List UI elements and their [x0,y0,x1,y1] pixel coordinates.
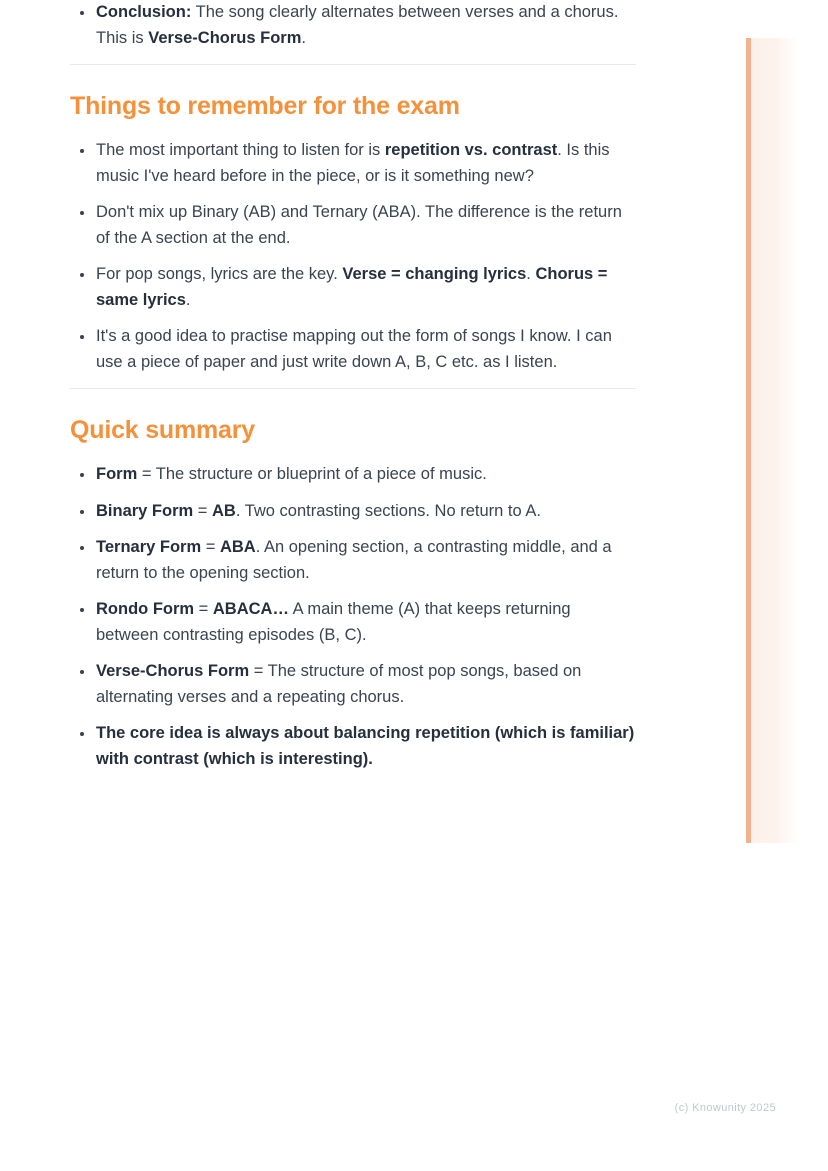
section-divider [70,64,636,65]
copyright-text: (c) Knowunity 2025 [674,1102,776,1114]
list-item: • Conclusion: The song clearly alternates between verses and a chorus. This is Verse-Chorus Form. [95,0,636,51]
heading-quick-summary: Quick summary [70,416,255,444]
list-item: • Form = The structure or blueprint of a piece of music. [95,462,636,488]
exam-tips-list [70,138,636,375]
content-column [70,0,636,783]
list-item: • For pop songs, lyrics are the key. Verse = changing lyrics. Chorus = same lyrics. [95,262,636,313]
heading-things-to-remember: Things to remember for the exam [70,92,460,120]
list-item: • Ternary Form = ABA. An opening section, a contrasting middle, and a return to the opening section. [95,535,636,586]
list-item: • Verse-Chorus Form = The structure of most pop songs, based on alternating verses and a repeating chorus. [95,659,636,710]
section-divider [70,388,636,389]
list-item: • The most important thing to listen for is repetition vs. contrast. Is this music I've heard before in the piece, or is it something new? [95,138,636,189]
list-item: • Don't mix up Binary (AB) and Ternary (ABA). The difference is the return of the A section at the end. [95,200,636,251]
summary-list [70,462,636,772]
list-item: • Rondo Form = ABACA… A main theme (A) that keeps returning between contrasting episodes (B, C). [95,597,636,648]
list-item: • The core idea is always about balancing repetition (which is familiar) with contrast (which is interesting). [95,721,636,772]
conclusion-list [70,0,636,51]
page-edge-decoration [746,38,798,843]
list-item: • It's a good idea to practise mapping out the form of songs I know. I can use a piece of paper and just write down A, B, C etc. as I listen. [95,324,636,375]
list-item: • Binary Form = AB. Two contrasting sections. No return to A. [95,499,636,525]
